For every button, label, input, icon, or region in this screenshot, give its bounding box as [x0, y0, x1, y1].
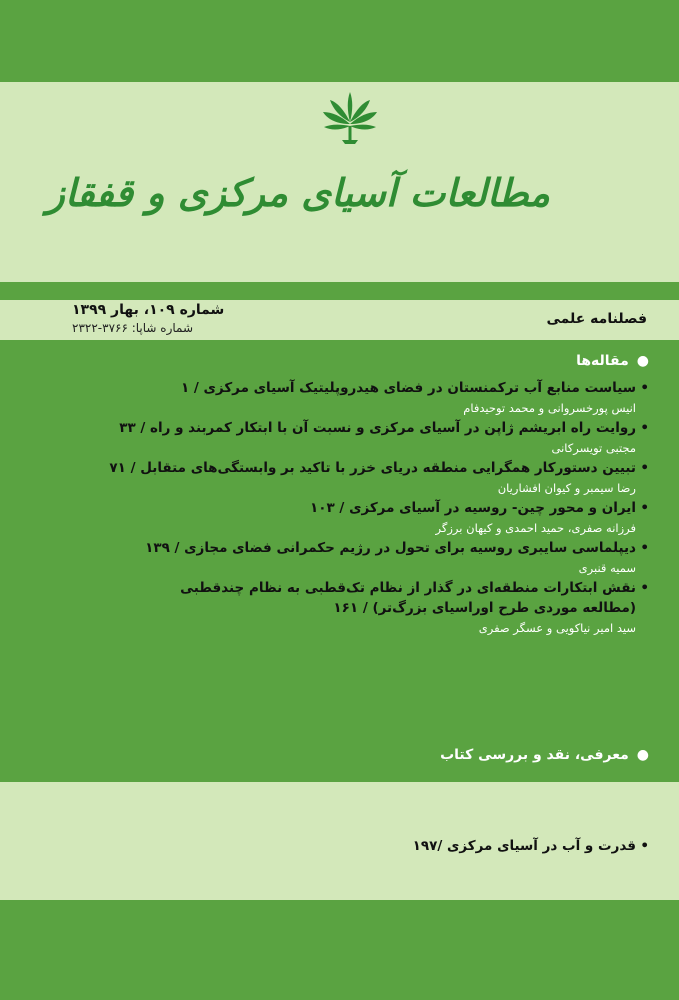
articles-list	[49, 378, 649, 638]
article-title: روایت راه ابریشم ژاپن در آسیای مرکزی و نسبت آن با ابتکار کمربند و راه / ۳۳	[119, 420, 636, 436]
bullet-icon: •	[640, 838, 649, 854]
article-title: سیاست منابع آب ترکمنستان در فضای هیدروپلیتیک آسیای مرکزی / ۱	[180, 380, 636, 396]
article-title-line2: (مطالعه موردی طرح اوراسیای بزرگ‌تر) / ۱۶۱	[333, 600, 636, 616]
issue-number: شماره ۱۰۹، بهار ۱۳۹۹	[72, 302, 225, 318]
article-authors: مجتبی تویسرکانی	[551, 441, 636, 455]
article-authors: انیس پورخسروانی و محمد توحیدفام	[463, 401, 636, 415]
article-authors: رضا سیمبر و کیوان افشاریان	[497, 481, 636, 495]
bullet-icon: •	[640, 460, 649, 476]
article-authors: سید امیر نیاکویی و عسگر صفری	[478, 621, 636, 635]
list-item	[49, 578, 649, 638]
bullet-icon: ●	[636, 747, 649, 763]
bullet-icon: •	[640, 540, 649, 556]
book-review-heading-label: معرفی، نقد و بررسی کتاب	[440, 747, 629, 763]
articles-heading-label: مقاله‌ها	[576, 353, 629, 369]
book-review-item	[413, 838, 649, 854]
list-item	[49, 418, 649, 458]
book-review-title: قدرت و آب در آسیای مرکزی /۱۹۷	[412, 838, 636, 854]
list-item	[49, 538, 649, 578]
bullet-icon: •	[640, 420, 649, 436]
article-title: نقش ابتکارات منطقه‌ای در گذار از نظام تک‌قطبی به نظام چندقطبی	[180, 580, 636, 596]
list-item	[49, 378, 649, 418]
bullet-icon: ●	[636, 353, 649, 369]
article-title: دیپلماسی سایبری روسیه برای تحول در رژیم حکمرانی فضای مجازی / ۱۳۹	[145, 540, 636, 556]
bullet-icon: •	[640, 580, 649, 596]
leaf-emblem-icon	[320, 88, 380, 146]
list-item	[49, 458, 649, 498]
article-title: تبیین دستورکار همگرایی منطقه دریای خزر با تاکید بر وابستگی‌های متقابل / ۷۱	[109, 460, 636, 476]
bullet-icon: •	[640, 380, 649, 396]
articles-heading	[576, 353, 649, 369]
article-authors: فرزانه صفری، حمید احمدی و کیهان برزگر	[435, 521, 636, 535]
article-title: ایران و محور چین- روسیه در آسیای مرکزی / ۱۰۳	[310, 500, 636, 516]
book-review-heading	[440, 747, 649, 763]
journal-title: مطالعات آسیای مرکزی و قفقاز	[46, 170, 550, 215]
issn: شماره شاپا: ۳۷۶۶-۲۳۲۲	[72, 321, 194, 335]
issue-info	[72, 301, 224, 337]
journal-type-label: فصلنامه علمی	[546, 311, 647, 327]
bullet-icon: •	[640, 500, 649, 516]
list-item	[49, 498, 649, 538]
article-authors: سمیه قنبری	[578, 561, 636, 575]
